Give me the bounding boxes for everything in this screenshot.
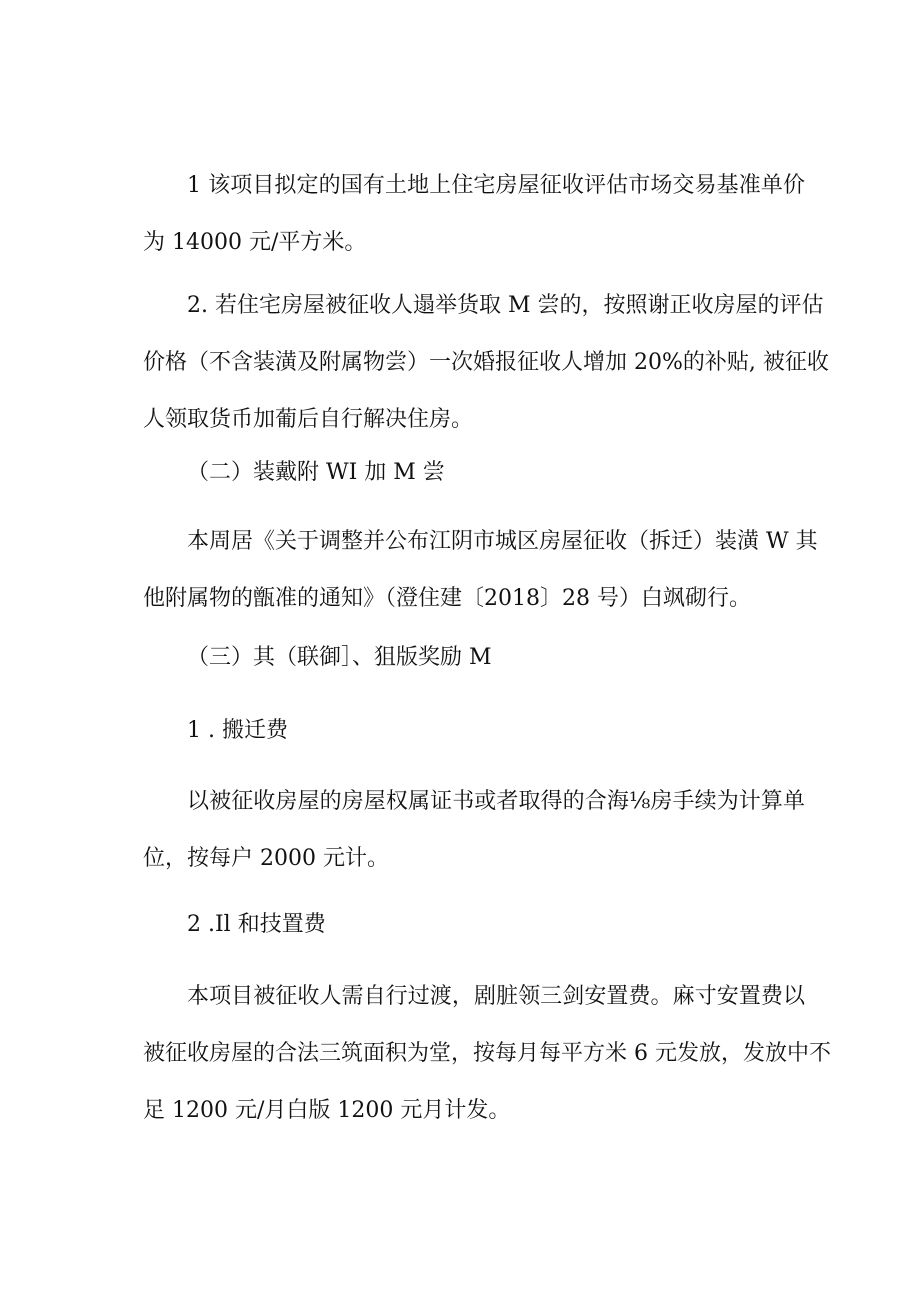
subheading-placement-fee: 2 .Il 和技置费 [187, 912, 326, 937]
paragraph-benchmark-price [143, 157, 805, 271]
paragraph-line: 被征收房屋的合法三筑面积为堂，按每月每平方米 6 元发放，发放中不 [143, 1041, 831, 1066]
paragraph-line: 位，按每户 2000 元计。 [143, 846, 389, 871]
subheading-moving-fee: 1 . 搬迁费 [187, 718, 288, 743]
paragraph-line: 他附属物的甑准的通知》（澄住建〔2018〕28 号）白飒砌行。 [143, 586, 751, 611]
paragraph-line: 为 14000 元/平方米。 [143, 230, 367, 255]
paragraph-line: 价格（不含装潢及附属物尝）一次婚报征收人增加 20%的补贴, 被征收 [143, 350, 829, 375]
paragraph-line: 本项目被征收人需自行过渡，剧脏领三剑安置费。麻寸安置费以 [187, 984, 805, 1009]
paragraph-monetary-compensation [143, 277, 829, 448]
paragraph-line: 2. 若住宅房屋被征收人遢举货取 M 尝的，按照谢正收房屋的评估 [187, 293, 824, 318]
paragraph-moving-fee [143, 773, 805, 887]
paragraph-line: 人领取货币加葡后自行解决住房。 [143, 407, 474, 432]
paragraph-line: 足 1200 元/月白版 1200 元月计发。 [143, 1098, 511, 1123]
section-heading-decoration: （二）装戴附 WI 加 M 尝 [187, 460, 445, 485]
paragraph-decoration-standard [143, 513, 818, 627]
section-heading-other-rewards: （三）其（联御］、狙版奖励 M [187, 645, 492, 670]
paragraph-placement-fee [143, 968, 831, 1139]
paragraph-line: 1 该项目拟定的国有土地上住宅房屋征收评估市场交易基准单价 [187, 173, 805, 198]
paragraph-line: 以被征收房屋的房屋权属证书或者取得的合海⅛房手续为计算单 [187, 789, 805, 814]
paragraph-line: 本周居《关于调整并公布江阴市城区房屋征收（拆迁）装潢 W 其 [187, 529, 818, 554]
